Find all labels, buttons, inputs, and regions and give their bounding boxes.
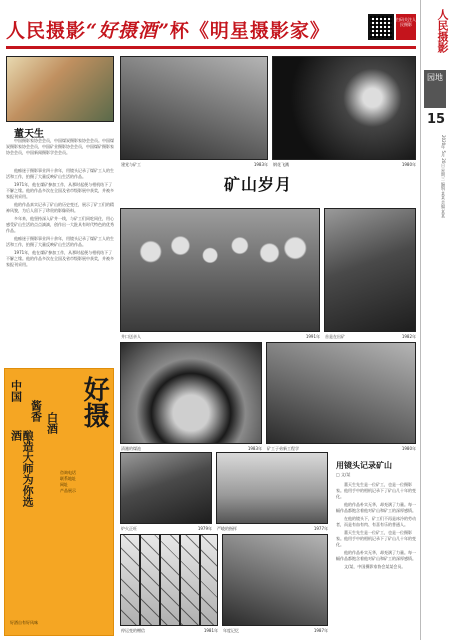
ad-detail: 咨询电话 [60, 470, 76, 475]
section-title: 矿山岁月 [224, 175, 293, 194]
ad-line-3: 白酒 [45, 412, 59, 434]
profile-intro [6, 138, 114, 162]
brand-logo: 人民摄影 [436, 9, 449, 53]
photographer-portrait [6, 56, 114, 122]
photo-caption: 严峻的指挥 [217, 526, 237, 531]
photo-miners-party [120, 56, 268, 160]
column-paragraph: 在他的镜头下，矿工们不再是冰冷的劳动者，而是有血有肉、有喜有乐的普通人。 [336, 516, 416, 527]
photo-year: 1977年 [313, 526, 328, 531]
column-paragraph: 董天生先生是一位矿工，也是一位摄影家。他用手中的相机记录下了矿山几十年的变化。 [336, 530, 416, 547]
column-body [336, 482, 416, 634]
photo-factory [222, 534, 328, 626]
photo-year: 1979年 [197, 526, 212, 531]
qr-caption-box [396, 14, 416, 40]
column-paragraph: 文/某，中国摄影家协会某某会员。 [344, 564, 406, 569]
ad-slogan-main: 酿造大师为你选酒 [9, 430, 35, 507]
profile-paragraph: 1971年，他在煤矿参加工作，从那时起便与相机结下了不解之缘。他的作品多次在全国及省市级影展中获奖，并被多家报刊采用。 [6, 250, 114, 267]
photo-caption: 年度记忆 [223, 628, 239, 633]
photo-caption: 建党与矿工 [121, 162, 141, 167]
ad-detail: 联系地址 [60, 476, 76, 481]
photo-year: 1987年 [313, 628, 328, 633]
qr-code-icon[interactable] [368, 14, 394, 40]
photo-year: 1981年 [203, 628, 218, 633]
column-author-text: □ 文/某 [336, 472, 351, 477]
column-paragraph: 董天生先生是一位矿工，也是一位摄影家。他用手中的相机记录下了矿山几十年的变化。 [336, 482, 416, 499]
photo-miners-group [120, 208, 320, 332]
title-book: 《明星摄影家》 [189, 20, 330, 42]
section-tag: 园地 [424, 70, 446, 108]
photo-steel-sparks [272, 56, 416, 160]
photo-year: 1991年 [305, 334, 320, 339]
column-paragraph: 他的作品朴实无华，却充满了力量。每一幅作品都饱含着他对矿山和矿工的深厚感情。 [336, 550, 416, 561]
photo-caption: 清澈的煤池 [121, 446, 141, 451]
photo-furnace [120, 452, 212, 524]
page-number: 15 [426, 112, 446, 127]
photo-caption: 钢花飞溅 [273, 162, 289, 167]
page-info: 2020年 5月 20日 星期三 编辑:某某 美编:某某 [441, 135, 446, 218]
profile-paragraph: 他痴迷于摄影事业四十余年，用镜头记录了煤矿工人的生活和工作，拍摄了大量反映矿山生活的作品。 [6, 168, 114, 179]
photo-mine-exit [324, 208, 416, 332]
photo-year: 1980年 [401, 162, 416, 167]
ad-calligraphy: 好摄 [79, 376, 110, 428]
profile-body [6, 168, 114, 364]
column-title: 用镜头记录矿山 [336, 460, 392, 470]
header-divider [6, 46, 416, 49]
photo-year: 1983年 [247, 446, 262, 451]
profile-intro-text: 中国摄影家协会会员，中国煤炭摄影家协会会员。中国煤炭摄影家协会会员，中国矿业摄影协会会员，中国煤矿摄影家协会会员，中国新闻摄影学会会员。 [6, 138, 114, 155]
ad-footer: 好酒自有好风味 [10, 620, 38, 625]
photo-command [216, 452, 328, 524]
photo-year: 1982年 [401, 334, 416, 339]
title-mid: 杯 [169, 20, 190, 42]
photo-clear-pool [120, 342, 262, 444]
photo-caption: 首是在出矿 [325, 334, 345, 339]
ad-details [60, 470, 110, 494]
title-prefix: 人民摄影 [6, 20, 87, 42]
photo-tower [120, 534, 218, 626]
ad-line-2: 酱香 [29, 400, 43, 422]
photo-caption: 矿工子弟新工程学 [267, 446, 299, 451]
photographer-name: 董天生 [14, 129, 44, 140]
ad-detail: 产品展示 [60, 488, 76, 493]
photo-year: 1983年 [253, 162, 268, 167]
photo-caption: 炉火正旺 [121, 526, 137, 531]
qr-caption: 扫码关注人民摄影 [396, 17, 416, 27]
page-title [6, 16, 366, 42]
profile-paragraph: 他痴迷于摄影事业四十余年，用镜头记录了煤矿工人的生活和工作，拍摄了大量反映矿山生活的作品。 [6, 236, 114, 247]
profile-paragraph: 1971年，他在煤矿参加工作，从那时起便与相机结下了不解之缘。他的作品多次在全国及省市级影展中获奖，并被多家报刊采用。 [6, 182, 114, 199]
photo-caption: 井口送亲人 [121, 334, 141, 339]
ad-line-1: 中国 [9, 380, 23, 402]
column-author [336, 472, 416, 480]
photo-children-study [266, 342, 416, 444]
profile-paragraph: 多年来，他坚持深入矿井一线，与矿工们同吃同住，用心感受矿山生活的点点滴滴，创作出一大批具有时代特色的优秀作品。 [6, 216, 114, 233]
profile-paragraph: 他的作品真实记录了矿山的历史变迁，展示了矿工们的精神风貌，为后人留下了珍贵的影像资料。 [6, 202, 114, 213]
ad-detail: 网址 [60, 482, 68, 487]
photo-year: 1980年 [401, 446, 416, 451]
column-paragraph: 他的作品朴实无华，却充满了力量。每一幅作品都饱含着他对矿山和矿工的深厚感情。 [336, 502, 416, 513]
title-quote: “好摄酒” [86, 20, 170, 42]
photo-caption: 停运变的赠信 [121, 628, 145, 633]
